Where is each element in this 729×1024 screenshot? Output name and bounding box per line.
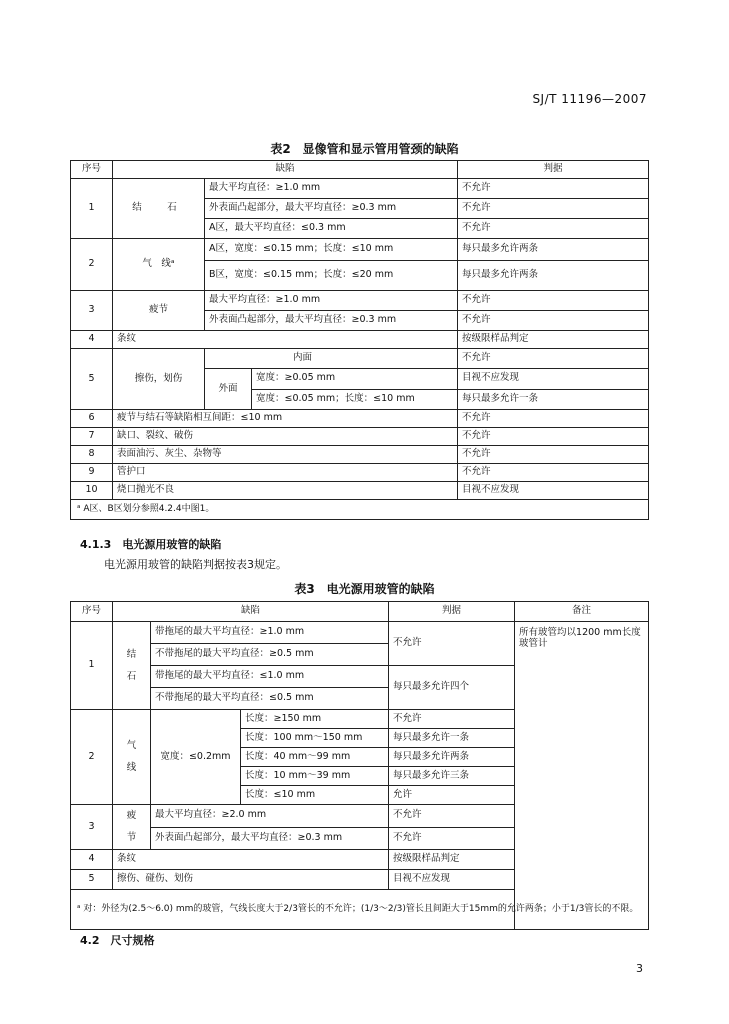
table3-note-row [71, 890, 649, 930]
defect-item: 不带拖尾的最大平均直径：≥0.5 mm [151, 644, 389, 666]
defect-name: 结 石 [113, 179, 205, 239]
defect-item: 最大平均直径：≥2.0 mm [151, 805, 389, 828]
criteria-cell: 每只最多允许两条 [458, 261, 649, 291]
defect-item: 外表面凸起部分，最大平均直径：≥0.3 mm [205, 199, 458, 219]
defect-item: 外表面凸起部分，最大平均直径：≥0.3 mm [151, 827, 389, 850]
table2-header-row [71, 161, 649, 179]
defect-name: 气 线ᵃ [113, 239, 205, 291]
row-number: 3 [71, 805, 113, 850]
row-number: 4 [71, 331, 113, 349]
standard-number: SJ/T 11196—2007 [532, 92, 647, 106]
defect-item: 最大平均直径：≥1.0 mm [205, 291, 458, 311]
row-number: 4 [71, 850, 113, 870]
criteria-cell: 不允许 [458, 349, 649, 369]
table3-caption: 表3 电光源用玻管的缺陷 [294, 582, 435, 596]
criteria-cell: 按级限样品判定 [389, 850, 515, 870]
table-row [71, 179, 649, 199]
defect-name [113, 710, 151, 805]
table2-footnote: ᵃ A区、B区划分参照4.2.4中图1。 [71, 500, 649, 520]
table2 [70, 160, 649, 520]
row-number: 1 [71, 179, 113, 239]
defect-name: 擦伤，划伤 [113, 349, 205, 410]
section-4-1-3-text: 电光源用玻管的缺陷判据按表3规定。 [104, 558, 287, 571]
width-cell: 宽度：≤0.2mm [151, 710, 241, 805]
criteria-cell: 每只最多允许四个 [389, 666, 515, 710]
defect-name: 表面油污、灰尘、杂物等 [113, 446, 458, 464]
criteria-cell: 不允许 [458, 179, 649, 199]
defect-item: 长度：10 mm～39 mm [241, 767, 389, 786]
criteria-cell: 不允许 [458, 291, 649, 311]
table3-header-row [71, 602, 649, 622]
table2-header-defect: 缺陷 [113, 161, 458, 179]
criteria-cell: 不允许 [458, 446, 649, 464]
criteria-cell: 每只最多允许一条 [458, 389, 649, 410]
defect-name: 条纹 [113, 331, 458, 349]
row-number: 10 [71, 482, 113, 500]
defect-name-text: 气线 [126, 740, 137, 773]
criteria-cell: 目视不应发现 [458, 369, 649, 390]
table-row [71, 239, 649, 261]
row-number: 1 [71, 622, 113, 710]
defect-item: 长度：40 mm～99 mm [241, 748, 389, 767]
defect-item: 带拖尾的最大平均直径：≥1.0 mm [151, 622, 389, 644]
inner-surface-label: 内面 [205, 349, 458, 369]
table3-header-defect: 缺陷 [113, 602, 389, 622]
defect-name: 烧口抛光不良 [113, 482, 458, 500]
defect-item: 长度：≥150 mm [241, 710, 389, 729]
table2-header-criteria: 判据 [458, 161, 649, 179]
defect-name: 疲节 [113, 291, 205, 331]
table-row [71, 428, 649, 446]
defect-name: 管护口 [113, 464, 458, 482]
criteria-cell: 目视不应发现 [458, 482, 649, 500]
row-number: 3 [71, 291, 113, 331]
table-row [71, 482, 649, 500]
defect-item: A区，宽度：≤0.15 mm；长度：≤10 mm [205, 239, 458, 261]
defect-item: 长度：100 mm～150 mm [241, 729, 389, 748]
table-row [71, 331, 649, 349]
criteria-cell: 不允许 [458, 410, 649, 428]
table-row [71, 349, 649, 369]
table-row [71, 622, 649, 644]
defect-name-text: 结石 [126, 648, 137, 682]
defect-item: 外表面凸起部分，最大平均直径：≥0.3 mm [205, 311, 458, 331]
criteria-cell: 允许 [389, 786, 515, 805]
table3 [70, 601, 649, 930]
defect-item: B区，宽度：≤0.15 mm；长度：≤20 mm [205, 261, 458, 291]
defect-item: 宽度：≥0.05 mm [252, 369, 457, 390]
section-4-2-title: 4.2 尺寸规格 [80, 934, 155, 947]
table3-header-criteria: 判据 [389, 602, 515, 622]
defect-item: 宽度：≤0.05 mm；长度：≤10 mm [256, 392, 415, 404]
criteria-cell: 按级限样品判定 [458, 331, 649, 349]
table2-caption: 表2 显像管和显示管用管颈的缺陷 [270, 142, 459, 156]
defect-item: 带拖尾的最大平均直径：≤1.0 mm [151, 666, 389, 688]
criteria-cell: 每只最多允许一条 [389, 729, 515, 748]
table-row [71, 446, 649, 464]
row-number: 2 [71, 710, 113, 805]
defect-item: 长度：≤10 mm [241, 786, 389, 805]
criteria-cell: 不允许 [458, 464, 649, 482]
table2-header-no: 序号 [71, 161, 113, 179]
criteria-cell: 每只最多允许两条 [389, 748, 515, 767]
defect-item: A区，最大平均直径：≤0.3 mm [205, 219, 458, 239]
criteria-cell: 不允许 [389, 827, 515, 850]
row-number: 5 [71, 349, 113, 410]
defect-name-text: 疲节 [126, 810, 137, 843]
remark-cell: 所有玻管均以1200 mm长度玻管计 [515, 622, 649, 930]
defect-name [113, 622, 151, 710]
outer-surface-label: 外面 [205, 369, 252, 409]
table2-note-row [71, 500, 649, 520]
row-number: 6 [71, 410, 113, 428]
defect-item: 不带拖尾的最大平均直径：≤0.5 mm [151, 688, 389, 710]
defect-name: 擦伤、碰伤、划伤 [113, 870, 389, 890]
defect-name: 疲节与结石等缺陷相互间距：≤10 mm [113, 410, 458, 428]
criteria-cell: 不允许 [389, 805, 515, 828]
row-number: 5 [71, 870, 113, 890]
page-number: 3 [636, 962, 643, 975]
row-number: 7 [71, 428, 113, 446]
criteria-cell: 目视不应发现 [389, 870, 515, 890]
section-4-1-3-title: 4.1.3 电光源用玻管的缺陷 [80, 538, 222, 551]
defect-name: 条纹 [113, 850, 389, 870]
defect-item: 最大平均直径：≥1.0 mm [205, 179, 458, 199]
defect-name [113, 805, 151, 850]
table-row [71, 464, 649, 482]
criteria-cell: 不允许 [458, 199, 649, 219]
criteria-cell: 不允许 [389, 622, 515, 666]
table-row [71, 410, 649, 428]
criteria-cell: 每只最多允许三条 [389, 767, 515, 786]
row-number: 8 [71, 446, 113, 464]
row-number: 2 [71, 239, 113, 291]
table3-header-no: 序号 [71, 602, 113, 622]
criteria-cell: 不允许 [458, 428, 649, 446]
table3-header-remark: 备注 [515, 602, 649, 622]
defect-name: 缺口、裂纹、破伤 [113, 428, 458, 446]
table-row [71, 291, 649, 311]
table3-footnote: ᵃ 对：外径为(2.5～6.0) mm的玻管，气线长度大于2/3管长的不允许；(1/3～2/3)管长且间距大于15mm的允许两条；小于1/3管长的不限。 [71, 890, 649, 930]
row-number: 9 [71, 464, 113, 482]
criteria-cell: 每只最多允许两条 [458, 239, 649, 261]
criteria-cell: 不允许 [389, 710, 515, 729]
criteria-cell: 不允许 [458, 219, 649, 239]
criteria-cell: 不允许 [458, 311, 649, 331]
